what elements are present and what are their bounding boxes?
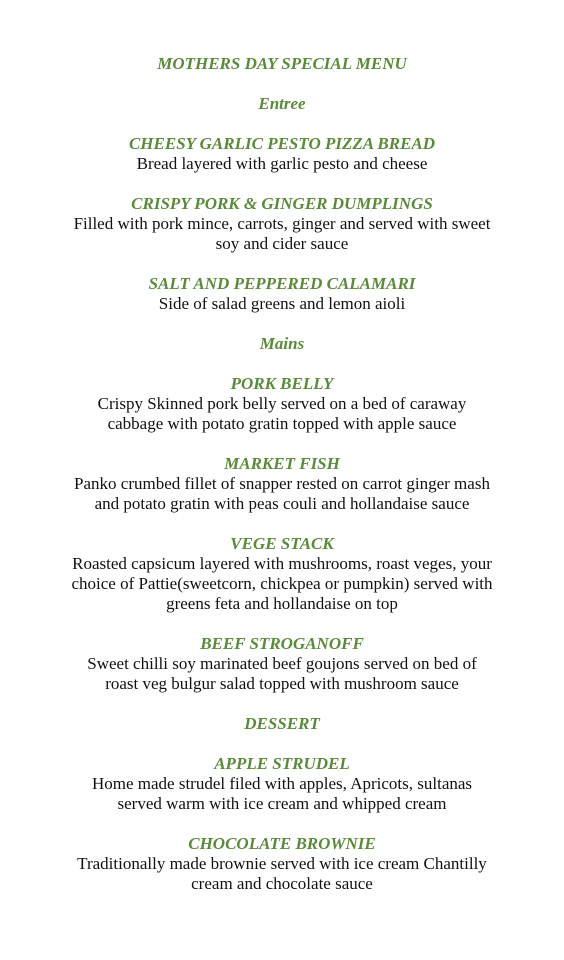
item-name-dumplings: CRISPY PORK & GINGER DUMPLINGS [131,194,433,213]
item-description-vege-stack-line-3: greens feta and hollandaise on top [166,594,398,613]
section-heading-mains: Mains [259,334,305,353]
item-description-chocolate-brownie-line-1: Traditionally made brownie served with ice cream Chantilly [77,854,487,873]
item-description-beef-stroganoff-line-2: roast veg bulgur salad topped with mushroom sauce [105,674,459,693]
item-description-pork-belly-line-2: cabbage with potato gratin topped with apple sauce [107,414,457,433]
item-description-pizza-bread: Bread layered with garlic pesto and cheese [136,154,428,173]
item-description-market-fish-line-1: Panko crumbed fillet of snapper rested on carrot ginger mash [74,474,490,493]
item-description-beef-stroganoff-line-1: Sweet chilli soy marinated beef goujons served on bed of [87,654,477,673]
item-description-vege-stack-line-1: Roasted capsicum layered with mushrooms, roast veges, your [72,554,492,573]
item-description-vege-stack-line-2: choice of Pattie(sweetcorn, chickpea or pumpkin) served with [71,574,493,593]
item-description-apple-strudel-line-2: served warm with ice cream and whipped cream [117,794,447,813]
item-name-apple-strudel: APPLE STRUDEL [214,754,350,773]
menu-title: MOTHERS DAY SPECIAL MENU [157,54,407,73]
item-description-dumplings-line-2: soy and cider sauce [215,234,349,253]
item-name-vege-stack: VEGE STACK [230,534,334,553]
item-description-market-fish-line-2: and potato gratin with peas couli and hollandaise sauce [94,494,470,513]
section-heading-entree: Entree [258,94,306,113]
item-name-beef-stroganoff: BEEF STROGANOFF [200,634,364,653]
item-description-calamari: Side of salad greens and lemon aioli [158,294,406,313]
item-description-pork-belly-line-1: Crispy Skinned pork belly served on a bed of caraway [97,394,467,413]
item-name-pizza-bread: CHEESY GARLIC PESTO PIZZA BREAD [128,134,436,153]
item-description-apple-strudel-line-1: Home made strudel filed with apples, Apricots, sultanas [91,774,473,793]
item-name-market-fish: MARKET FISH [224,454,340,473]
item-description-chocolate-brownie-line-2: cream and chocolate sauce [191,874,373,893]
item-description-dumplings-line-1: Filled with pork mince, carrots, ginger and served with sweet [73,214,491,233]
item-name-chocolate-brownie: CHOCOLATE BROWNIE [188,834,376,853]
section-heading-dessert: DESSERT [244,714,320,733]
item-name-pork-belly: PORK BELLY [230,374,334,393]
item-name-calamari: SALT AND PEPPERED CALAMARI [148,274,416,293]
